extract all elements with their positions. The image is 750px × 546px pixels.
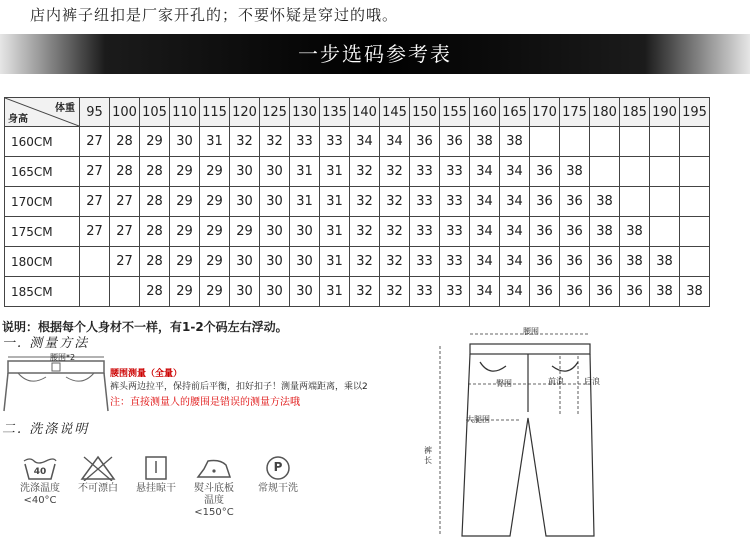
size-cell: 31 [320, 247, 350, 277]
size-cell: 33 [410, 277, 440, 307]
size-cell [680, 187, 710, 217]
size-cell: 33 [440, 157, 470, 187]
size-cell: 36 [530, 277, 560, 307]
care-sublabel: 温度<150°C [194, 495, 234, 518]
weight-header-145: 145 [380, 98, 410, 127]
height-label: 175CM [5, 217, 80, 247]
weight-header-115: 115 [200, 98, 230, 127]
size-cell: 27 [80, 217, 110, 247]
pants-measurement-diagram [410, 322, 730, 546]
size-cell: 27 [80, 187, 110, 217]
size-cell: 30 [290, 277, 320, 307]
size-cell: 32 [350, 217, 380, 247]
diagram-label-hip: 臀围 [496, 379, 512, 388]
corner-height-label: 身高 [8, 114, 28, 125]
diagram-label-waist: 腰围 [523, 327, 539, 336]
size-cell: 27 [80, 127, 110, 157]
size-cell: 34 [500, 277, 530, 307]
size-cell: 36 [560, 277, 590, 307]
care-sublabel: <40°C [23, 495, 57, 506]
fit-note: 说明：根据每个人身材不一样，有1-2个码左右浮动。 [2, 320, 288, 334]
size-cell: 32 [380, 187, 410, 217]
size-cell [620, 127, 650, 157]
size-cell: 27 [110, 247, 140, 277]
size-cell: 31 [320, 187, 350, 217]
weight-header-190: 190 [650, 98, 680, 127]
height-label: 185CM [5, 277, 80, 307]
size-cell: 34 [500, 217, 530, 247]
size-cell: 31 [320, 277, 350, 307]
size-cell: 28 [140, 247, 170, 277]
care-label: 常规干洗 [258, 483, 298, 494]
size-cell: 32 [350, 277, 380, 307]
size-cell: 28 [140, 217, 170, 247]
size-cell [530, 127, 560, 157]
size-cell: 30 [260, 247, 290, 277]
size-cell [80, 247, 110, 277]
care-label: 洗涤温度 [20, 483, 60, 494]
size-cell: 34 [470, 157, 500, 187]
waist-measure-instruction: 裤头两边拉平，保持前后平衡，扣好扣子！测量两端距离，乘以2 [110, 382, 368, 392]
care-item [250, 455, 306, 495]
size-cell: 28 [140, 157, 170, 187]
size-cell: 29 [170, 247, 200, 277]
weight-header-155: 155 [440, 98, 470, 127]
size-cell: 34 [470, 277, 500, 307]
size-cell: 29 [170, 217, 200, 247]
page-title: 一步选码参考表 [298, 42, 452, 66]
corner-weight-label: 体重 [55, 103, 75, 114]
size-cell: 36 [440, 127, 470, 157]
size-cell: 29 [230, 217, 260, 247]
table-row [5, 217, 710, 247]
size-cell: 28 [110, 157, 140, 187]
table-corner [5, 98, 80, 127]
care-item [12, 455, 68, 507]
size-cell [620, 187, 650, 217]
size-cell [560, 127, 590, 157]
section-wash-heading: 二. 洗涤说明 [2, 422, 90, 437]
size-cell: 33 [440, 277, 470, 307]
table-row [5, 247, 710, 277]
care-icon-text: P [273, 460, 283, 474]
size-cell: 29 [200, 217, 230, 247]
size-chart-table [4, 97, 710, 307]
size-cell: 36 [530, 247, 560, 277]
size-cell [680, 217, 710, 247]
wash-40-icon [12, 455, 68, 483]
size-cell [110, 277, 140, 307]
size-cell: 38 [470, 127, 500, 157]
size-cell: 29 [200, 247, 230, 277]
table-row [5, 277, 710, 307]
size-cell: 33 [290, 127, 320, 157]
size-cell: 34 [350, 127, 380, 157]
size-cell: 33 [440, 247, 470, 277]
size-cell: 30 [230, 157, 260, 187]
care-item [128, 455, 184, 495]
height-label: 165CM [5, 157, 80, 187]
size-cell: 30 [260, 277, 290, 307]
weight-header-160: 160 [470, 98, 500, 127]
size-cell: 38 [590, 217, 620, 247]
size-cell: 27 [110, 217, 140, 247]
hang-dry-icon [128, 455, 184, 483]
size-cell: 29 [170, 157, 200, 187]
size-cell: 36 [620, 277, 650, 307]
size-cell [650, 217, 680, 247]
weight-header-135: 135 [320, 98, 350, 127]
size-cell: 28 [140, 187, 170, 217]
size-cell: 30 [230, 187, 260, 217]
dry-clean-p-icon [250, 455, 306, 483]
size-cell: 33 [410, 217, 440, 247]
size-cell [650, 157, 680, 187]
size-cell: 38 [680, 277, 710, 307]
size-cell: 30 [230, 277, 260, 307]
size-cell: 29 [200, 157, 230, 187]
size-cell: 29 [170, 277, 200, 307]
weight-header-150: 150 [410, 98, 440, 127]
size-cell: 36 [590, 277, 620, 307]
table-row [5, 157, 710, 187]
size-cell: 38 [590, 187, 620, 217]
size-cell: 38 [500, 127, 530, 157]
diagram-label-front-rise: 前浪 [548, 377, 564, 386]
size-cell: 33 [410, 187, 440, 217]
weight-header-95: 95 [80, 98, 110, 127]
size-cell: 32 [260, 127, 290, 157]
size-cell [590, 127, 620, 157]
size-cell: 29 [200, 277, 230, 307]
size-cell: 36 [560, 247, 590, 277]
size-cell: 31 [200, 127, 230, 157]
size-cell: 36 [530, 157, 560, 187]
size-cell [680, 127, 710, 157]
size-cell: 29 [170, 187, 200, 217]
size-cell: 29 [200, 187, 230, 217]
iron-icon [186, 455, 242, 483]
size-cell: 36 [410, 127, 440, 157]
size-cell: 33 [410, 247, 440, 277]
size-cell: 32 [380, 217, 410, 247]
weight-header-row [5, 98, 710, 127]
waist-measure-warning: 注：直接测量人的腰围是错误的测量方法哦 [110, 397, 300, 408]
size-cell: 27 [80, 157, 110, 187]
weight-header-130: 130 [290, 98, 320, 127]
size-cell: 32 [350, 187, 380, 217]
weight-header-180: 180 [590, 98, 620, 127]
size-cell: 34 [380, 127, 410, 157]
size-cell: 30 [260, 157, 290, 187]
size-cell: 32 [230, 127, 260, 157]
no-bleach-icon [70, 455, 126, 483]
size-cell: 34 [470, 247, 500, 277]
weight-header-185: 185 [620, 98, 650, 127]
size-cell: 32 [380, 157, 410, 187]
size-cell: 32 [380, 247, 410, 277]
care-item [186, 455, 242, 519]
weight-header-100: 100 [110, 98, 140, 127]
waist-measure-title: 腰围测量（全量） [110, 369, 183, 379]
weight-header-175: 175 [560, 98, 590, 127]
size-cell: 32 [380, 277, 410, 307]
size-cell: 30 [290, 247, 320, 277]
waist-measure-box [110, 368, 430, 409]
size-cell: 38 [620, 247, 650, 277]
size-cell [650, 187, 680, 217]
weight-header-125: 125 [260, 98, 290, 127]
size-cell [80, 277, 110, 307]
weight-header-140: 140 [350, 98, 380, 127]
size-cell: 30 [260, 217, 290, 247]
size-cell: 34 [500, 157, 530, 187]
weight-header-170: 170 [530, 98, 560, 127]
size-cell [650, 127, 680, 157]
size-cell: 33 [320, 127, 350, 157]
size-cell: 31 [290, 187, 320, 217]
weight-header-105: 105 [140, 98, 170, 127]
size-cell: 31 [320, 157, 350, 187]
diagram-label-thigh: 大腿围 [466, 415, 490, 424]
care-label: 熨斗底板 [194, 483, 234, 494]
size-cell: 36 [560, 187, 590, 217]
care-label: 不可漂白 [78, 483, 118, 494]
mini-waist-label: 腰围*2 [50, 353, 76, 362]
height-label: 160CM [5, 127, 80, 157]
size-cell [680, 247, 710, 277]
size-cell [590, 157, 620, 187]
size-cell: 36 [530, 187, 560, 217]
size-cell: 36 [560, 217, 590, 247]
top-note: 店内裤子纽扣是厂家开孔的；不要怀疑是穿过的哦。 [30, 6, 399, 24]
size-cell: 34 [470, 217, 500, 247]
size-cell: 30 [290, 217, 320, 247]
size-cell: 28 [140, 277, 170, 307]
size-cell: 34 [500, 187, 530, 217]
size-cell: 38 [560, 157, 590, 187]
size-cell: 30 [230, 247, 260, 277]
size-cell: 34 [470, 187, 500, 217]
height-label: 170CM [5, 187, 80, 217]
table-row [5, 127, 710, 157]
diagram-label-back-rise: 后浪 [584, 377, 600, 386]
table-row [5, 187, 710, 217]
height-label: 180CM [5, 247, 80, 277]
diagram-label-length: 裤长 [424, 446, 432, 465]
size-cell: 36 [530, 217, 560, 247]
size-cell: 28 [110, 127, 140, 157]
size-cell: 38 [650, 247, 680, 277]
size-cell: 31 [320, 217, 350, 247]
care-icon-text: 40 [33, 467, 47, 477]
size-cell: 33 [440, 187, 470, 217]
size-cell: 36 [590, 247, 620, 277]
weight-header-195: 195 [680, 98, 710, 127]
size-cell [620, 157, 650, 187]
weight-header-165: 165 [500, 98, 530, 127]
weight-header-120: 120 [230, 98, 260, 127]
size-cell: 38 [620, 217, 650, 247]
size-cell: 33 [410, 157, 440, 187]
size-cell: 32 [350, 247, 380, 277]
size-cell: 30 [260, 187, 290, 217]
size-cell: 27 [110, 187, 140, 217]
care-label: 悬挂晾干 [136, 483, 176, 494]
size-cell: 33 [440, 217, 470, 247]
size-cell: 38 [650, 277, 680, 307]
care-item [70, 455, 126, 495]
size-cell [680, 157, 710, 187]
section-measure-heading: 一. 测量方法 [2, 336, 90, 351]
size-cell: 34 [500, 247, 530, 277]
size-cell: 29 [140, 127, 170, 157]
size-cell: 30 [170, 127, 200, 157]
weight-header-110: 110 [170, 98, 200, 127]
size-cell: 31 [290, 157, 320, 187]
size-cell: 32 [350, 157, 380, 187]
